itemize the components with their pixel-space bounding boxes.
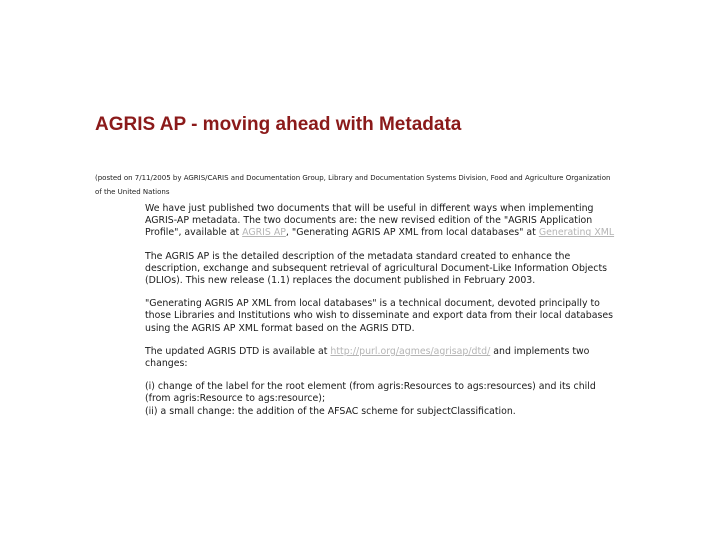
dtd-text: The updated AGRIS DTD is available at — [145, 345, 331, 357]
paragraph-dtd — [145, 346, 623, 370]
paragraph-agris-ap: The AGRIS AP is the detailed description of the metadata standard created to enhance the description, exchange and subsequent retrieval of agricultural Document-Like Information Objects (DLIOs). This new release (1.1) replaces the document published in February 2003. — [145, 250, 608, 287]
dtd-link[interactable]: http://purl.org/agmes/agrisap/dtd/ — [330, 345, 491, 357]
paragraph-intro — [145, 203, 623, 240]
article-body — [145, 203, 623, 429]
page-title: AGRIS AP - moving ahead with Metadata — [95, 114, 462, 135]
generating-xml-link[interactable]: Generating XML — [538, 227, 615, 239]
change-item-1: (i) change of the label for the root element (from agris:Resources to ags:resources) and its child (from agris:Resource to ags:resource); — [145, 381, 596, 405]
intro-text: We have just published two documents that will be useful in different ways when implementing AGRIS-AP metadata. The two documents are: the new revised edition of the "AGRIS Application Profile", available at — [145, 203, 594, 239]
change-item-2: (ii) a small change: the addition of the AFSAC scheme for subjectClassification. — [145, 405, 516, 417]
intro-text-middle: , "Generating AGRIS AP XML from local databases" at — [285, 227, 539, 239]
agris-ap-link[interactable]: AGRIS AP — [242, 227, 286, 239]
dtd-text-after: and implements two changes: — [145, 345, 590, 370]
paragraph-generating-xml: "Generating AGRIS AP XML from local databases" is a technical document, devoted principally to those Libraries and Institutions who wish to disseminate and export data from their local databases using the AGRIS AP XML format based on the AGRIS DTD. — [145, 298, 613, 334]
paragraph-changes — [145, 381, 623, 418]
posted-note: (posted on 7/11/2005 by AGRIS/CARIS and Documentation Group, Library and Documentation Systems Division, Food and Agriculture Organization of the United Nations — [95, 174, 611, 196]
